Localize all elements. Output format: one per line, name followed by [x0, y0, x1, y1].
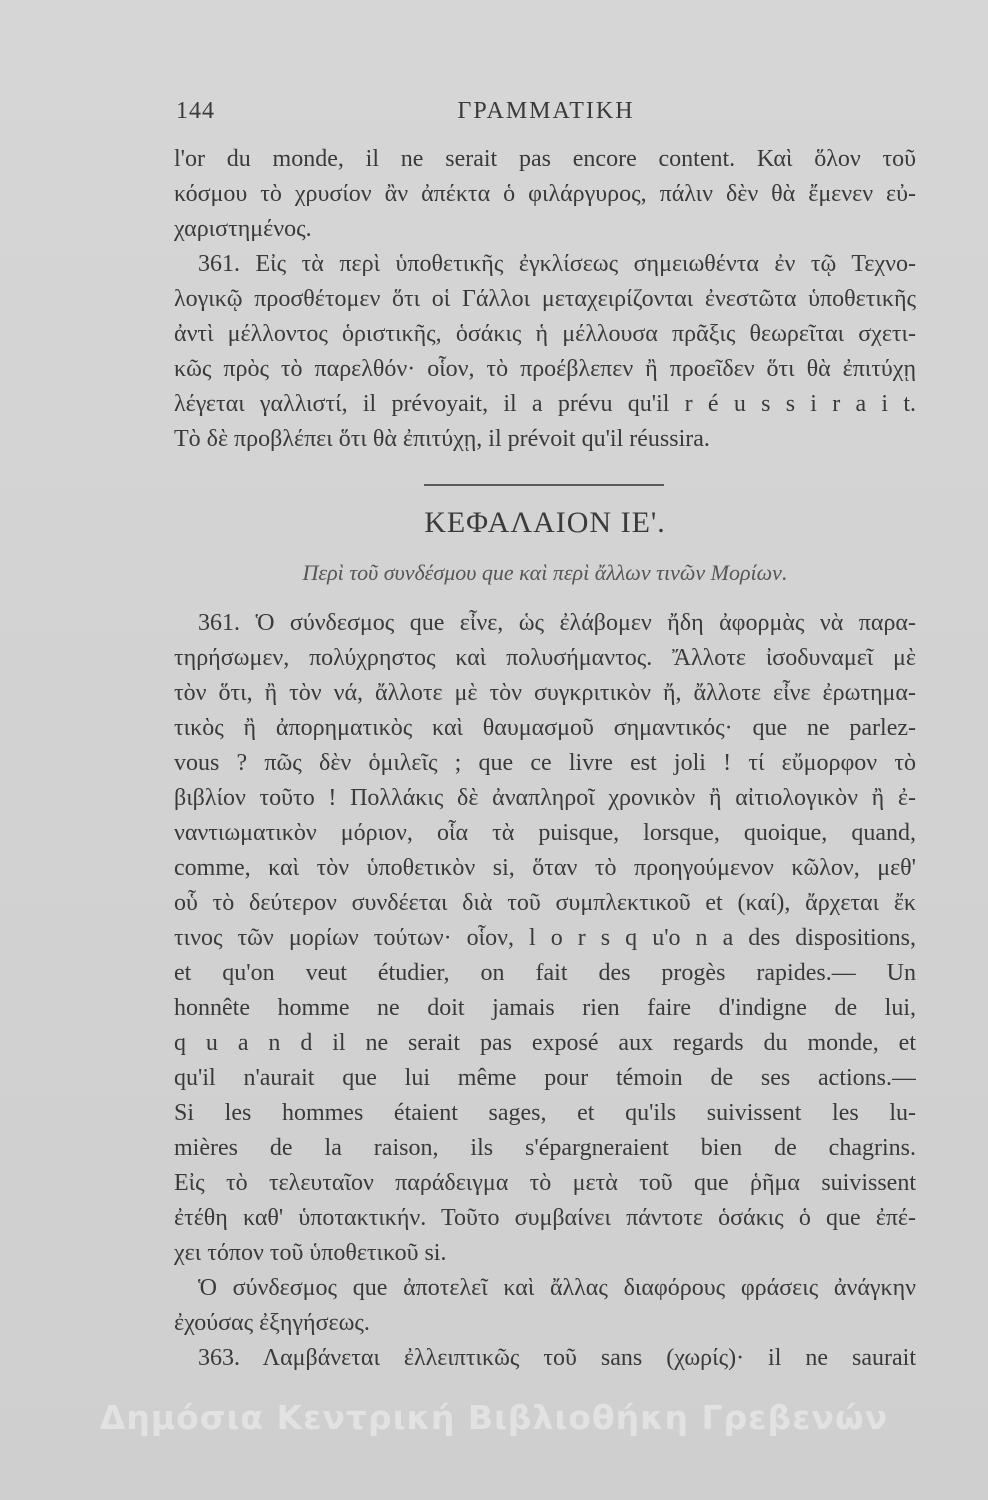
paragraph-block-top	[174, 142, 916, 457]
text-line: τικὸς ἢ ἀπορηματικὸς καὶ θαυμασμοῦ σημαντικός· que ne parlez-	[174, 715, 916, 741]
text-line: ναντιωματικὸν μόριον, οἷα τὰ puisque, lorsque, quoique, quand,	[174, 820, 916, 846]
text-line: χαριστημένος.	[174, 216, 312, 242]
page-header	[176, 98, 916, 128]
text-line: mières de la raison, ils s'épargneraient bien de chagrins.	[174, 1135, 916, 1161]
text-line: Si les hommes étaient sages, et qu'ils suivissent les lu-	[174, 1100, 916, 1126]
text-line: κόσμου τὸ χρυσίον ἂν ἀπέκτα ὁ φιλάργυρος, πάλιν δὲν θὰ ἔμενεν εὐ-	[174, 181, 916, 207]
text-line: qu'il n'aurait que lui même pour témoin de ses actions.—	[174, 1065, 916, 1091]
paragraph-block-main	[174, 606, 916, 1376]
text-line: κῶς πρὸς τὸ παρελθόν· οἷον, τὸ προέβλεπεν ἢ προεῖδεν ὅτι θὰ ἐπιτύχῃ	[174, 356, 916, 382]
text-line: λέγεται γαλλιστί, il prévoyait, il a prévu qu'il r é u s s i r a i t.	[174, 391, 916, 417]
text-line: Ὁ σύνδεσμος que ἀποτελεῖ καὶ ἄλλας διαφόρους φράσεις ἀνάγκην	[198, 1275, 916, 1301]
chapter-subtitle: Περὶ τοῦ συνδέσμου que καὶ περὶ ἄλλων τινῶν Μορίων.	[302, 560, 788, 585]
text-line: χει τόπον τοῦ ὑποθετικοῦ si.	[174, 1240, 447, 1266]
text-line: comme, καὶ τὸν ὑποθετικὸν si, ὅταν τὸ προηγούμενον κῶλον, μεθ'	[174, 855, 916, 881]
text-line: βιβλίον τοῦτο ! Πολλάκις δὲ ἀναπληροῖ χρονικὸν ἢ αἰτιολογικὸν ἢ ἐ-	[174, 785, 916, 811]
chapter-title: ΚΕΦΑΛΑΙΟΝ ΙΕ'.	[424, 506, 666, 539]
library-watermark: Δημόσια Κεντρική Βιβλιοθήκη Γρεβενών	[99, 1398, 889, 1437]
text-line: honnête homme ne doit jamais rien faire d'indigne de lui,	[174, 995, 916, 1021]
text-line: ἐτέθη καθ' ὑποτακτικήν. Τοῦτο συμβαίνει πάντοτε ὁσάκις ὁ que ἐπέ-	[174, 1205, 916, 1231]
text-line: 361. Ὁ σύνδεσμος que εἶνε, ὡς ἐλάβομεν ἤδη ἀφορμὰς νὰ παρα-	[198, 610, 916, 636]
text-line: λογικῷ προσθέτομεν ὅτι οἱ Γάλλοι μεταχειρίζονται ἐνεστῶτα ὑποθετικῆς	[174, 286, 916, 312]
text-line: οὗ τὸ δεύτερον συνδέεται διὰ τοῦ συμπλεκτικοῦ et (καί), ἄρχεται ἔκ	[174, 890, 916, 916]
text-line: q u a n d il ne serait pas exposé aux regards du monde, et	[174, 1030, 916, 1056]
section-divider	[424, 484, 664, 486]
text-line: τινος τῶν μορίων τούτων· οἷον, l o r s q u'o n a des dispositions,	[174, 925, 916, 951]
text-line: Τὸ δὲ προβλέπει ὅτι θὰ ἐπιτύχῃ, il prévoit qu'il réussira.	[174, 426, 710, 452]
text-line: ἀντὶ μέλλοντος ὁριστικῆς, ὁσάκις ἡ μέλλουσα πρᾶξις θεωρεῖται σχετι-	[174, 321, 916, 347]
text-line: vous ? πῶς δὲν ὁμιλεῖς ; que ce livre est joli ! τί εὔμορφον τὸ	[174, 750, 916, 776]
text-line: et qu'on veut étudier, on fait des progès rapides.— Un	[174, 960, 916, 986]
text-line: ἐχούσας ἐξηγήσεως.	[174, 1310, 370, 1336]
running-title: ΓΡΑΜΜΑΤΙΚΗ	[457, 98, 635, 124]
text-line: τὸν ὅτι, ἢ τὸν νά, ἄλλοτε μὲ τὸν συγκριτικὸν ἤ, ἄλλοτε εἶνε ἐρωτημα-	[174, 680, 916, 706]
text-line: 361. Εἰς τὰ περὶ ὑποθετικῆς ἐγκλίσεως σημειωθέντα ἐν τῷ Τεχνο-	[198, 251, 916, 277]
text-line: l'or du monde, il ne serait pas encore content. Καὶ ὅλον τοῦ	[174, 146, 916, 172]
page-number: 144	[176, 98, 215, 124]
text-line: τηρήσωμεν, πολύχρηστος καὶ πολυσήμαντος. Ἄλλοτε ἰσοδυναμεῖ μὲ	[174, 645, 916, 671]
text-line: 363. Λαμβάνεται ἐλλειπτικῶς τοῦ sans (χωρίς)· il ne saurait	[198, 1345, 916, 1371]
text-line: Εἰς τὸ τελευταῖον παράδειγμα τὸ μετὰ τοῦ que ῥῆμα suivissent	[174, 1170, 916, 1196]
